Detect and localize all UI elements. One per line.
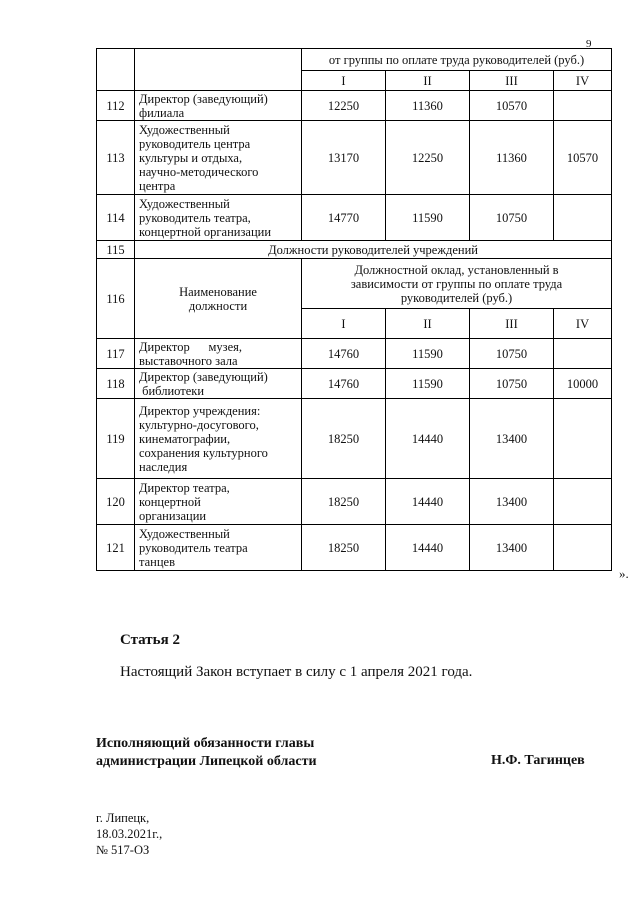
salary-value-group-2: 11590	[386, 339, 470, 369]
header-line: зависимости от группы по оплате труда	[350, 276, 563, 291]
salary-value-group-2: 12250	[386, 121, 470, 195]
position-name-cell	[135, 121, 302, 195]
position-name-line: Директор учреждения:	[139, 403, 261, 418]
position-name-line: библиотеки	[139, 383, 205, 398]
footer-city: г. Липецк,	[96, 811, 150, 825]
row-number: 113	[97, 121, 135, 195]
salary-value-group-1: 14770	[302, 195, 386, 241]
salary-value-group-3: 13400	[470, 479, 554, 525]
salary-value-group-4	[554, 339, 612, 369]
position-name-line: филиала	[139, 105, 185, 120]
salary-value-group-4: 10000	[554, 369, 612, 399]
salary-value-group-1: 14760	[302, 339, 386, 369]
table-row	[97, 91, 612, 121]
salary-value-group-4	[554, 399, 612, 479]
position-name-line: руководитель театра	[139, 540, 248, 555]
footer-date: 18.03.2021г.,	[96, 827, 163, 841]
salary-value-group-1: 14760	[302, 369, 386, 399]
signatory-position	[96, 735, 317, 771]
salary-value-group-3: 11360	[470, 121, 554, 195]
group-number-header: III	[470, 309, 554, 339]
table-header-row	[97, 49, 612, 71]
group-number-header: II	[386, 71, 470, 91]
position-name-line: культуры и отдыха,	[139, 150, 243, 165]
salary-value-group-1: 12250	[302, 91, 386, 121]
position-name-line: Художественный	[139, 196, 230, 211]
row-number: 118	[97, 369, 135, 399]
position-name-line: Художественный	[139, 122, 230, 137]
row-number: 120	[97, 479, 135, 525]
salary-value-group-4	[554, 479, 612, 525]
salary-value-group-3: 13400	[470, 399, 554, 479]
position-name-cell	[135, 369, 302, 399]
header-line: Должностной оклад, установленный в	[354, 262, 559, 277]
header-line: Наименование	[179, 284, 257, 299]
closing-quote-mark: ».	[619, 566, 629, 581]
salary-value-group-2: 11360	[386, 91, 470, 121]
row-number: 121	[97, 525, 135, 571]
table-row	[97, 479, 612, 525]
group-number-header: II	[386, 309, 470, 339]
position-name-line: кинематографии,	[139, 431, 231, 446]
salary-value-group-3: 10750	[470, 195, 554, 241]
group-number-header: IV	[554, 309, 612, 339]
salary-value-group-3: 13400	[470, 525, 554, 571]
position-name-cell	[135, 479, 302, 525]
table-row	[97, 369, 612, 399]
salary-value-group-4	[554, 195, 612, 241]
position-name-line: Художественный	[139, 526, 230, 541]
position-name-line: Директор (заведующий)	[139, 91, 268, 106]
table-row	[97, 339, 612, 369]
position-name-line: руководитель театра,	[139, 210, 251, 225]
footer-law-number: № 517-ОЗ	[96, 843, 150, 857]
position-name-line: сохранения культурного	[139, 445, 268, 460]
header-line: руководителей (руб.)	[400, 290, 513, 305]
salary-value-group-2: 14440	[386, 479, 470, 525]
salary-value-group-1: 18250	[302, 399, 386, 479]
document-footer	[96, 810, 162, 858]
section-row	[97, 241, 612, 259]
row-number: 116	[97, 259, 135, 339]
salary-header	[302, 259, 612, 309]
position-name-line: концертной организации	[139, 224, 272, 239]
position-name-cell	[135, 525, 302, 571]
salary-value-group-3: 10750	[470, 339, 554, 369]
row-number: 119	[97, 399, 135, 479]
position-name-cell	[135, 339, 302, 369]
row-number: 112	[97, 91, 135, 121]
salary-value-group-4	[554, 525, 612, 571]
position-name-line: концертной	[139, 494, 201, 509]
salary-value-group-4	[554, 91, 612, 121]
group-header-continuation: от группы по оплате труда руководителей (руб.)	[302, 49, 612, 71]
salary-value-group-2: 11590	[386, 369, 470, 399]
header-line: должности	[188, 298, 248, 313]
salary-table	[96, 48, 612, 571]
position-name-line: наследия	[139, 459, 188, 474]
page-number: 9	[586, 38, 592, 50]
position-name-cell	[135, 399, 302, 479]
position-name-line: Директор музея,	[139, 339, 242, 354]
empty-cell	[97, 49, 135, 91]
salary-table-body	[97, 49, 612, 571]
position-name-line: руководитель центра	[139, 136, 251, 151]
position-name-line: Директор театра,	[139, 480, 230, 495]
salary-value-group-3: 10750	[470, 369, 554, 399]
position-name-header	[135, 259, 302, 339]
table-row	[97, 195, 612, 241]
salary-value-group-2: 14440	[386, 525, 470, 571]
position-name-line: Директор (заведующий)	[139, 369, 268, 384]
position-name-line: научно-методического	[139, 164, 259, 179]
table-row	[97, 399, 612, 479]
salary-value-group-1: 18250	[302, 479, 386, 525]
table-row	[97, 121, 612, 195]
salary-value-group-2: 14440	[386, 399, 470, 479]
salary-value-group-1: 18250	[302, 525, 386, 571]
signatory-position-line: администрации Липецкой области	[96, 754, 317, 769]
table-header-row	[97, 259, 612, 309]
row-number: 115	[97, 241, 135, 259]
position-name-line: выставочного зала	[139, 353, 238, 368]
salary-value-group-1: 13170	[302, 121, 386, 195]
group-number-header: III	[470, 71, 554, 91]
position-name-line: организации	[139, 508, 207, 523]
position-name-line: центра	[139, 178, 176, 193]
group-number-header: I	[302, 309, 386, 339]
section-title: Должности руководителей учреждений	[135, 241, 612, 259]
article-text: Настоящий Закон вступает в силу с 1 апреля 2021 года.	[120, 664, 473, 680]
position-name-line: танцев	[139, 554, 175, 569]
empty-cell	[135, 49, 302, 91]
position-name-cell	[135, 195, 302, 241]
group-number-header: I	[302, 71, 386, 91]
salary-value-group-4: 10570	[554, 121, 612, 195]
row-number: 114	[97, 195, 135, 241]
position-name-line: культурно-досугового,	[139, 417, 259, 432]
article-title: Статья 2	[120, 632, 180, 648]
salary-value-group-3: 10570	[470, 91, 554, 121]
signatory-name: Н.Ф. Тагинцев	[491, 753, 585, 768]
signatory-position-line: Исполняющий обязанности главы	[96, 736, 315, 751]
position-name-cell	[135, 91, 302, 121]
table-row	[97, 525, 612, 571]
salary-value-group-2: 11590	[386, 195, 470, 241]
row-number: 117	[97, 339, 135, 369]
group-number-header: IV	[554, 71, 612, 91]
